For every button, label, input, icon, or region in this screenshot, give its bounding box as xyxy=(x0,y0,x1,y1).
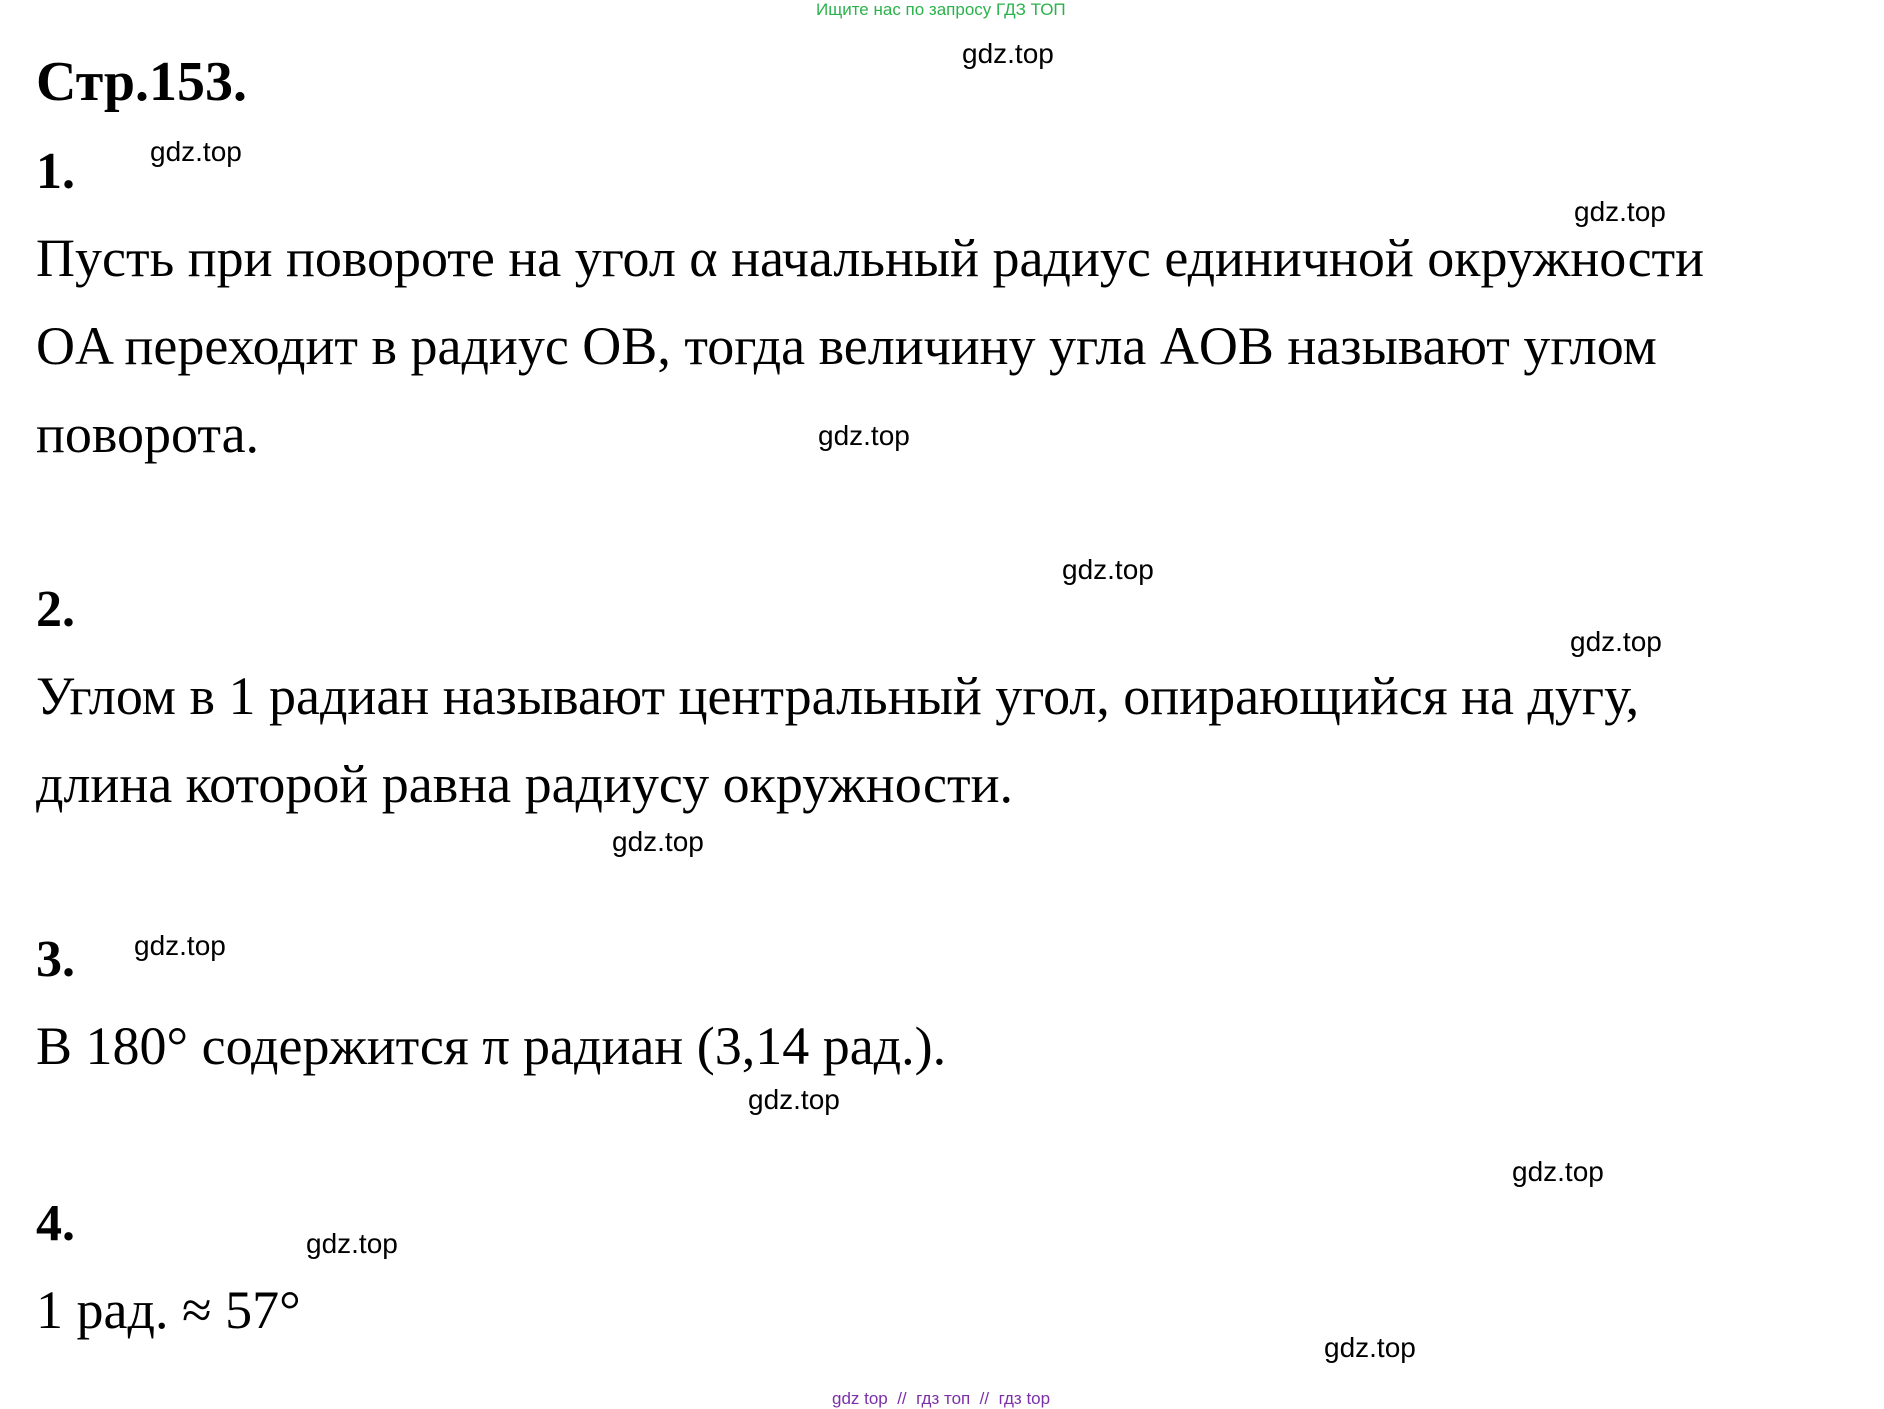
watermark: gdz.top xyxy=(1324,1332,1416,1363)
watermark: gdz.top xyxy=(134,930,226,961)
section-1-line-2: OA переходит в радиус OB, тогда величину угла AOB называют углом xyxy=(36,316,1657,376)
page-title: Стр.153. xyxy=(36,51,248,113)
watermark: gdz.top xyxy=(1574,196,1666,227)
section-2-line-1: Углом в 1 радиан называют центральный угол, опирающийся на дугу, xyxy=(36,666,1640,726)
watermark: gdz.top xyxy=(748,1084,840,1115)
watermark: gdz.top xyxy=(1062,554,1154,585)
section-3-line-1: В 180° содержится π радиан (3,14 рад.). xyxy=(36,1016,947,1076)
watermark: gdz.top xyxy=(1512,1156,1604,1187)
section-number-4: 4. xyxy=(36,1195,75,1252)
section-4-line-1: 1 рад. ≈ 57° xyxy=(36,1280,301,1340)
watermark: gdz.top xyxy=(306,1228,398,1259)
watermark: gdz.top xyxy=(818,420,910,451)
watermark: gdz.top xyxy=(1570,626,1662,657)
section-number-2: 2. xyxy=(36,581,75,638)
watermark: gdz.top xyxy=(962,38,1054,69)
section-2-line-2: длина которой равна радиусу окружности. xyxy=(36,754,1014,814)
section-1-line-3: поворота. xyxy=(36,404,260,464)
top-banner: Ищите нас по запросу ГДЗ ТОП xyxy=(816,0,1066,19)
footer-links: gdz top // гдз топ // гдз top xyxy=(832,1389,1051,1408)
watermark: gdz.top xyxy=(150,136,242,167)
section-number-1: 1. xyxy=(36,143,75,200)
section-number-3: 3. xyxy=(36,931,75,988)
watermark: gdz.top xyxy=(612,826,704,857)
section-1-line-1: Пусть при повороте на угол α начальный радиус единичной окружности xyxy=(36,228,1705,288)
